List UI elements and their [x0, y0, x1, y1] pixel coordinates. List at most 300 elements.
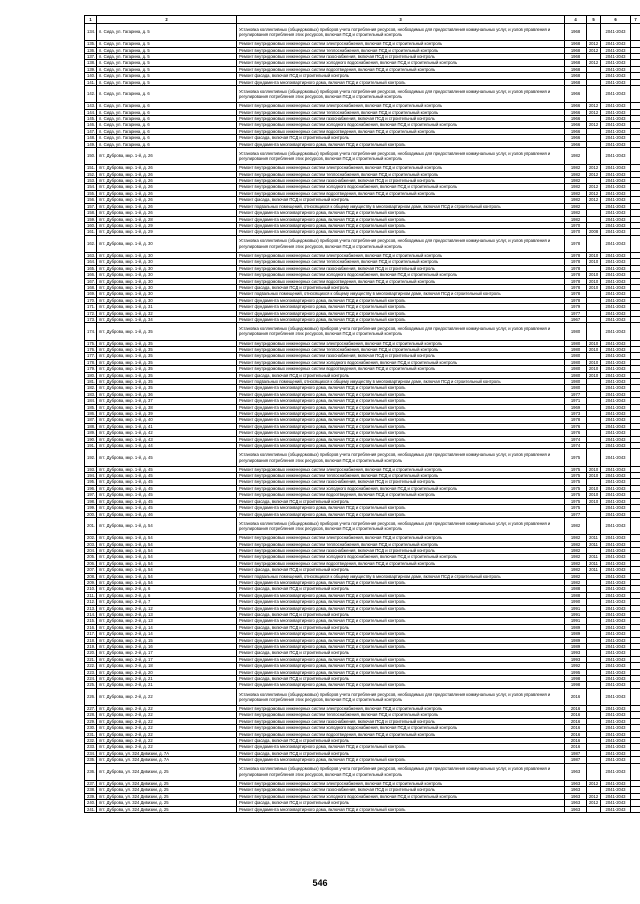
- cell-last-repair-year: 2011: [587, 541, 601, 547]
- cell-planned-period: 2041-2043: [601, 757, 631, 763]
- cell-address: пгт. Дуброва, ул. 324 Дивизии, д. 25: [97, 800, 237, 806]
- cell-build-year: 2016: [565, 738, 587, 744]
- cell-build-year: 1982: [565, 210, 587, 216]
- cell-build-year: 1982: [565, 573, 587, 579]
- repair-schedule-table: [84, 15, 640, 813]
- cell-build-year: 1975: [565, 466, 587, 472]
- cell-build-year: 1982: [565, 178, 587, 184]
- cell-work-type: Ремонт фасада, включая ПСД и строительный контроль: [237, 284, 565, 290]
- cell-planned-period: 2041-2043: [601, 479, 631, 485]
- cell-work-type: Ремонт внутридомовых инженерных систем теплоснабжения, включая ПСД и строительный контроль: [237, 541, 565, 547]
- cell-number: 153.: [85, 178, 97, 184]
- cell-number: 140.: [85, 73, 97, 79]
- cell-last-repair-year: 2010: [587, 498, 601, 504]
- cell-address: пгт. Дуброва, мкр. 1-й, д. 34: [97, 316, 237, 322]
- cell-number: 201.: [85, 517, 97, 534]
- cell-build-year: 1968: [565, 54, 587, 60]
- cell-planned-period: 2041-2043: [601, 449, 631, 466]
- cell-work-type: Ремонт внутридомовых инженерных систем холодного водоснабжения, включая ПСД и строительный контроль: [237, 554, 565, 560]
- cell-work-type: Ремонт фасада, включая ПСД и строительный контроль: [237, 135, 565, 141]
- cell-planned-period: 2041-2043: [601, 79, 631, 85]
- cell-build-year: 1980: [565, 359, 587, 365]
- cell-number: 149.: [85, 141, 97, 147]
- cell-number: 168.: [85, 284, 97, 290]
- cell-number: 194.: [85, 473, 97, 479]
- cell-work-type: Ремонт внутридомовых инженерных систем электроснабжения, включая ПСД и строительный контроль: [237, 340, 565, 346]
- cell-number: 203.: [85, 541, 97, 547]
- cell-work-type: Ремонт внутридомовых инженерных систем электроснабжения, включая ПСД и строительный контроль: [237, 535, 565, 541]
- cell-planned-period: 2041-2043: [601, 547, 631, 553]
- cell-number: 199.: [85, 505, 97, 511]
- cell-build-year: 1998: [565, 676, 587, 682]
- table-row: [85, 323, 640, 340]
- cell-planned-period: 2041-2043: [601, 669, 631, 675]
- cell-address: пгт. Дуброва, мкр. 1-й, д. 26: [97, 203, 237, 209]
- cell-build-year: 1968: [565, 66, 587, 72]
- cell-planned-period: 2041-2043: [601, 24, 631, 41]
- cell-address: пгт. Дуброва, мкр. 2-й, д. 22: [97, 725, 237, 731]
- cell-address: пгт. Дуброва, мкр. 1-й, д. 54: [97, 567, 237, 573]
- cell-last-repair-year: 2012: [587, 800, 601, 806]
- cell-work-type: Ремонт внутридомовых инженерных систем теплоснабжения, включая ПСД и строительный контроль: [237, 712, 565, 718]
- cell-address: пгт. Дуброва, мкр. 1-й, д. 30: [97, 297, 237, 303]
- cell-address: пгт. Дуброва, мкр. 1-й, д. 54: [97, 573, 237, 579]
- cell-planned-period: 2041-2043: [601, 586, 631, 592]
- cell-planned-period: 2041-2043: [601, 54, 631, 60]
- cell-planned-period: 2041-2043: [601, 806, 631, 812]
- cell-build-year: 1980: [565, 379, 587, 385]
- cell-work-type: Ремонт подвальных помещений, относящихся к общему имуществу в многоквартирном доме, включая ПСД и строительный контроль: [237, 573, 565, 579]
- cell-planned-period: 2041-2043: [601, 688, 631, 705]
- cell-work-type: Установка коллективных (общедомовых) приборов учета потребления ресурсов, необходимых для предоставления коммунальных услуг, и узлов управления и регулирования потребления этих ресурсов, включая ПСД и строительный контроль: [237, 763, 565, 780]
- cell-last-repair-year: 2010: [587, 272, 601, 278]
- cell-address: пгт. Дуброва, мкр. 2-й, д. 21: [97, 676, 237, 682]
- cell-number: 198.: [85, 498, 97, 504]
- cell-address: п. Сида, ул. Гагарина, д. 6: [97, 103, 237, 109]
- cell-number: 192.: [85, 449, 97, 466]
- cell-work-type: Ремонт фундамента многоквартирного дома, включая ПСД и строительный контроль: [237, 599, 565, 605]
- cell-work-type: Ремонт фундамента многоквартирного дома, включая ПСД и строительный контроль: [237, 423, 565, 429]
- cell-work-type: Ремонт фундамента многоквартирного дома, включая ПСД и строительный контроль: [237, 806, 565, 812]
- cell-work-type: Ремонт фундамента многоквартирного дома, включая ПСД и строительный контроль: [237, 436, 565, 442]
- cell-address: пгт. Дуброва, мкр. 1-й, д. 45: [97, 498, 237, 504]
- cell-planned-period: 2041-2043: [601, 541, 631, 547]
- cell-build-year: 1966: [565, 86, 587, 103]
- cell-build-year: 1970: [565, 229, 587, 235]
- cell-planned-period: 2041-2043: [601, 178, 631, 184]
- cell-number: 160.: [85, 222, 97, 228]
- cell-build-year: 1968: [565, 79, 587, 85]
- cell-work-type: Ремонт подвальных помещений, относящихся к общему имуществу в многоквартирном доме, включая ПСД и строительный контроль: [237, 291, 565, 297]
- cell-empty: [631, 86, 640, 103]
- cell-number: 146.: [85, 122, 97, 128]
- cell-build-year: 1963: [565, 793, 587, 799]
- cell-address: пгт. Дуброва, мкр. 2-й, д. 6: [97, 586, 237, 592]
- cell-address: пгт. Дуброва, мкр. 2-й, д. 17: [97, 656, 237, 662]
- cell-last-repair-year: 2012: [587, 171, 601, 177]
- cell-address: пгт. Дуброва, мкр. 1-й, д. 54: [97, 554, 237, 560]
- cell-build-year: 1963: [565, 800, 587, 806]
- cell-number: 173.: [85, 316, 97, 322]
- cell-planned-period: 2041-2043: [601, 624, 631, 630]
- cell-address: п. Сида, ул. Гагарина, д. 6: [97, 128, 237, 134]
- cell-address: пгт. Дуброва, мкр. 1-й, д. 29: [97, 229, 237, 235]
- cell-address: пгт. Дуброва, мкр. 1-й, д. 26: [97, 210, 237, 216]
- cell-number: 202.: [85, 535, 97, 541]
- cell-build-year: 1976: [565, 430, 587, 436]
- cell-address: пгт. Дуброва, мкр. 1-й, д. 54: [97, 579, 237, 585]
- cell-address: пгт. Дуброва, мкр. 1-й, д. 42: [97, 430, 237, 436]
- cell-planned-period: 2041-2043: [601, 265, 631, 271]
- cell-build-year: 2016: [565, 688, 587, 705]
- cell-last-repair-year: 2011: [587, 567, 601, 573]
- cell-number: 167.: [85, 278, 97, 284]
- cell-work-type: Ремонт фасада, включая ПСД и строительный контроль: [237, 372, 565, 378]
- cell-planned-period: 2041-2043: [601, 304, 631, 310]
- cell-work-type: Ремонт внутридомовых инженерных систем электроснабжения, включая ПСД и строительный контроль: [237, 780, 565, 786]
- cell-address: пгт. Дуброва, мкр. 2-й, д. 18: [97, 663, 237, 669]
- cell-last-repair-year: [587, 517, 601, 534]
- cell-build-year: 1963: [565, 780, 587, 786]
- cell-number: 147.: [85, 128, 97, 134]
- cell-planned-period: 2041-2043: [601, 291, 631, 297]
- header-col-6: 6: [601, 16, 631, 24]
- cell-build-year: 1987: [565, 750, 587, 756]
- cell-last-repair-year: [587, 763, 601, 780]
- cell-planned-period: 2041-2043: [601, 272, 631, 278]
- cell-number: 148.: [85, 135, 97, 141]
- cell-last-repair-year: [587, 806, 601, 812]
- cell-work-type: Ремонт внутридомовых инженерных систем водоотведения, включая ПСД и строительный контроль: [237, 66, 565, 72]
- cell-build-year: 1982: [565, 171, 587, 177]
- cell-planned-period: 2041-2043: [601, 706, 631, 712]
- cell-last-repair-year: [587, 148, 601, 165]
- table-row: [85, 763, 640, 780]
- cell-planned-period: 2041-2043: [601, 385, 631, 391]
- cell-empty: [631, 806, 640, 812]
- cell-work-type: Ремонт фасада, включая ПСД и строительный контроль: [237, 800, 565, 806]
- cell-build-year: 1978: [565, 278, 587, 284]
- cell-number: 241.: [85, 806, 97, 812]
- table-row: [85, 148, 640, 165]
- cell-address: п. Сида, ул. Гагарина, д. 5: [97, 60, 237, 66]
- cell-work-type: Ремонт фасада, включая ПСД и строительный контроль: [237, 624, 565, 630]
- cell-address: пгт. Дуброва, мкр. 1-й, д. 35: [97, 385, 237, 391]
- cell-build-year: 2016: [565, 744, 587, 750]
- cell-planned-period: 2041-2043: [601, 235, 631, 252]
- cell-work-type: Ремонт фундамента многоквартирного дома, включая ПСД и строительный контроль: [237, 669, 565, 675]
- cell-planned-period: 2041-2043: [601, 417, 631, 423]
- table-row: [85, 806, 640, 812]
- cell-number: 186.: [85, 411, 97, 417]
- cell-work-type: Ремонт внутридомовых инженерных систем газоснабжения, включая ПСД и строительный контроль: [237, 718, 565, 724]
- cell-work-type: Ремонт фундамента многоквартирного дома, включая ПСД и строительный контроль: [237, 744, 565, 750]
- cell-address: пгт. Дуброва, мкр. 2-й, д. 13: [97, 618, 237, 624]
- cell-number: 218.: [85, 637, 97, 643]
- document-page: [84, 15, 640, 813]
- cell-work-type: Ремонт внутридомовых инженерных систем холодного водоснабжения, включая ПСД и строительный контроль: [237, 184, 565, 190]
- cell-planned-period: 2041-2043: [601, 391, 631, 397]
- cell-work-type: Ремонт фундамента многоквартирного дома, включая ПСД и строительный контроль: [237, 297, 565, 303]
- cell-work-type: Ремонт подвальных помещений, относящихся к общему имуществу в многоквартирном доме, включая ПСД и строительный контроль: [237, 203, 565, 209]
- table-row: [85, 24, 640, 41]
- cell-address: пгт. Дуброва, мкр. 2-й, д. 15: [97, 637, 237, 643]
- cell-address: пгт. Дуброва, ул. 324 Дивизии, д. 7А: [97, 750, 237, 756]
- cell-build-year: 1982: [565, 541, 587, 547]
- cell-last-repair-year: 2010: [587, 492, 601, 498]
- cell-planned-period: 2041-2043: [601, 259, 631, 265]
- cell-work-type: Ремонт фундамента многоквартирного дома, включая ПСД и строительный контроль: [237, 79, 565, 85]
- cell-address: пгт. Дуброва, мкр. 1-й, д. 45: [97, 449, 237, 466]
- cell-address: пгт. Дуброва, мкр. 1-й, д. 30: [97, 284, 237, 290]
- cell-empty: [631, 763, 640, 780]
- cell-work-type: Ремонт фундамента многоквартирного дома, включая ПСД и строительный контроль: [237, 631, 565, 637]
- cell-address: пгт. Дуброва, мкр. 1-й, д. 30: [97, 291, 237, 297]
- cell-build-year: 1982: [565, 560, 587, 566]
- cell-number: 157.: [85, 203, 97, 209]
- cell-build-year: 1975: [565, 485, 587, 491]
- cell-number: 217.: [85, 631, 97, 637]
- cell-last-repair-year: 2010: [587, 252, 601, 258]
- cell-planned-period: 2041-2043: [601, 517, 631, 534]
- cell-address: пгт. Дуброва, мкр. 1-й, д. 26: [97, 148, 237, 165]
- cell-planned-period: 2041-2043: [601, 473, 631, 479]
- cell-build-year: 1978: [565, 272, 587, 278]
- cell-work-type: Ремонт фундамента многоквартирного дома, включая ПСД и строительный контроль: [237, 656, 565, 662]
- cell-address: пгт. Дуброва, мкр. 1-й, д. 30: [97, 235, 237, 252]
- table-row: [85, 86, 640, 103]
- cell-work-type: Ремонт фундамента многоквартирного дома, включая ПСД и строительный контроль: [237, 304, 565, 310]
- cell-number: 227.: [85, 706, 97, 712]
- cell-number: 204.: [85, 547, 97, 553]
- table-row: [85, 235, 640, 252]
- cell-planned-period: 2041-2043: [601, 128, 631, 134]
- cell-build-year: 1975: [565, 492, 587, 498]
- cell-number: 190.: [85, 436, 97, 442]
- cell-work-type: Ремонт фундамента многоквартирного дома, включая ПСД и строительный контроль: [237, 411, 565, 417]
- cell-last-repair-year: [587, 449, 601, 466]
- cell-work-type: Ремонт фундамента многоквартирного дома, включая ПСД и строительный контроль: [237, 637, 565, 643]
- cell-build-year: 1980: [565, 353, 587, 359]
- cell-last-repair-year: 2010: [587, 485, 601, 491]
- cell-address: пгт. Дуброва, мкр. 1-й, д. 30: [97, 259, 237, 265]
- cell-work-type: Ремонт внутридомовых инженерных систем электроснабжения, включая ПСД и строительный контроль: [237, 41, 565, 47]
- cell-work-type: Ремонт фасада, включая ПСД и строительный контроль: [237, 750, 565, 756]
- cell-last-repair-year: 2008: [587, 229, 601, 235]
- cell-work-type: Ремонт фундамента многоквартирного дома, включая ПСД и строительный контроль: [237, 417, 565, 423]
- cell-number: 195.: [85, 479, 97, 485]
- cell-work-type: Ремонт фундамента многоквартирного дома, включая ПСД и строительный контроль: [237, 141, 565, 147]
- cell-work-type: Ремонт фундамента многоквартирного дома, включая ПСД и строительный контроль: [237, 404, 565, 410]
- cell-last-repair-year: 2012: [587, 184, 601, 190]
- cell-address: пгт. Дуброва, мкр. 1-й, д. 35: [97, 372, 237, 378]
- cell-address: п. Сида, ул. Гагарина, д. 6: [97, 141, 237, 147]
- cell-build-year: 1978: [565, 265, 587, 271]
- cell-build-year: 1988: [565, 586, 587, 592]
- cell-planned-period: 2041-2043: [601, 599, 631, 605]
- cell-address: пгт. Дуброва, мкр. 2-й, д. 14: [97, 624, 237, 630]
- table-row: [85, 449, 640, 466]
- cell-number: 152.: [85, 171, 97, 177]
- cell-address: пгт. Дуброва, мкр. 2-й, д. 22: [97, 688, 237, 705]
- cell-work-type: Ремонт фундамента многоквартирного дома, включая ПСД и строительный контроль: [237, 310, 565, 316]
- cell-last-repair-year: [587, 323, 601, 340]
- cell-work-type: Ремонт фундамента многоквартирного дома, включая ПСД и строительный контроль: [237, 443, 565, 449]
- cell-address: п. Сида, ул. Гагарина, д. 5: [97, 54, 237, 60]
- cell-build-year: 2016: [565, 712, 587, 718]
- table-row: [85, 517, 640, 534]
- cell-address: пгт. Дуброва, мкр. 1-й, д. 26: [97, 165, 237, 171]
- cell-planned-period: 2041-2043: [601, 184, 631, 190]
- cell-planned-period: 2041-2043: [601, 216, 631, 222]
- header-col-3: 3: [237, 16, 565, 24]
- cell-number: 191.: [85, 443, 97, 449]
- cell-work-type: Ремонт фасада, включая ПСД и строительный контроль: [237, 197, 565, 203]
- cell-address: п. Сида, ул. Гагарина, д. 6: [97, 122, 237, 128]
- cell-build-year: 1976: [565, 423, 587, 429]
- cell-empty: [631, 323, 640, 340]
- cell-address: пгт. Дуброва, мкр. 2-й, д. 12: [97, 605, 237, 611]
- cell-planned-period: 2041-2043: [601, 379, 631, 385]
- cell-planned-period: 2041-2043: [601, 353, 631, 359]
- cell-number: 136.: [85, 47, 97, 53]
- cell-number: 155.: [85, 190, 97, 196]
- cell-planned-period: 2041-2043: [601, 135, 631, 141]
- cell-last-repair-year: [587, 688, 601, 705]
- cell-address: пгт. Дуброва, мкр. 1-й, д. 26: [97, 190, 237, 196]
- cell-build-year: 1978: [565, 297, 587, 303]
- cell-planned-period: 2041-2043: [601, 485, 631, 491]
- cell-build-year: 1982: [565, 579, 587, 585]
- cell-planned-period: 2041-2043: [601, 278, 631, 284]
- cell-work-type: Ремонт внутридомовых инженерных систем водоотведения, включая ПСД и строительный контроль: [237, 492, 565, 498]
- cell-planned-period: 2041-2043: [601, 423, 631, 429]
- cell-planned-period: 2041-2043: [601, 592, 631, 598]
- cell-work-type: Ремонт внутридомовых инженерных систем теплоснабжения, включая ПСД и строительный контроль: [237, 109, 565, 115]
- cell-number: 150.: [85, 148, 97, 165]
- cell-build-year: 1982: [565, 535, 587, 541]
- cell-work-type: Ремонт фасада, включая ПСД и строительный контроль: [237, 738, 565, 744]
- cell-number: 142.: [85, 86, 97, 103]
- cell-address: пгт. Дуброва, мкр. 1-й, д. 26: [97, 184, 237, 190]
- cell-address: пгт. Дуброва, ул. 324 Дивизии, д. 25: [97, 787, 237, 793]
- cell-number: 222.: [85, 663, 97, 669]
- cell-number: 143.: [85, 103, 97, 109]
- cell-address: пгт. Дуброва, мкр. 1-й, д. 26: [97, 171, 237, 177]
- cell-number: 234.: [85, 750, 97, 756]
- cell-work-type: Ремонт внутридомовых инженерных систем теплоснабжения, включая ПСД и строительный контроль: [237, 171, 565, 177]
- cell-planned-period: 2041-2043: [601, 340, 631, 346]
- cell-address: пгт. Дуброва, мкр. 1-й, д. 45: [97, 492, 237, 498]
- cell-build-year: 1989: [565, 644, 587, 650]
- cell-work-type: Ремонт фасада, включая ПСД и строительный контроль: [237, 650, 565, 656]
- cell-build-year: 1967: [565, 316, 587, 322]
- cell-planned-period: 2041-2043: [601, 148, 631, 165]
- cell-address: пгт. Дуброва, мкр. 1-й, д. 35: [97, 353, 237, 359]
- cell-planned-period: 2041-2043: [601, 165, 631, 171]
- cell-address: пгт. Дуброва, мкр. 1-й, д. 45: [97, 466, 237, 472]
- cell-build-year: 1966: [565, 116, 587, 122]
- cell-build-year: 1973: [565, 411, 587, 417]
- cell-address: п. Сида, ул. Гагарина, д. 5: [97, 47, 237, 53]
- header-row: [85, 16, 640, 24]
- cell-number: 184.: [85, 398, 97, 404]
- cell-number: 158.: [85, 210, 97, 216]
- cell-planned-period: 2041-2043: [601, 229, 631, 235]
- cell-work-type: Ремонт фундамента многоквартирного дома, включая ПСД и строительный контроль: [237, 605, 565, 611]
- cell-build-year: 1980: [565, 340, 587, 346]
- cell-work-type: Ремонт фундамента многоквартирного дома, включая ПСД и строительный контроль: [237, 216, 565, 222]
- cell-build-year: 1970: [565, 222, 587, 228]
- cell-number: 166.: [85, 272, 97, 278]
- cell-work-type: Ремонт внутридомовых инженерных систем водоотведения, включая ПСД и строительный контроль: [237, 278, 565, 284]
- cell-build-year: 1978: [565, 291, 587, 297]
- cell-last-repair-year: 2012: [587, 47, 601, 53]
- cell-address: пгт. Дуброва, мкр. 2-й, д. 22: [97, 731, 237, 737]
- cell-build-year: 1968: [565, 60, 587, 66]
- cell-work-type: Ремонт внутридомовых инженерных систем холодного водоснабжения, включая ПСД и строительный контроль: [237, 359, 565, 365]
- cell-number: 176.: [85, 346, 97, 352]
- cell-build-year: 1982: [565, 148, 587, 165]
- cell-number: 219.: [85, 644, 97, 650]
- cell-number: 197.: [85, 492, 97, 498]
- cell-address: пгт. Дуброва, мкр. 1-й, д. 31: [97, 304, 237, 310]
- cell-work-type: Ремонт фундамента многоквартирного дома, включая ПСД и строительный контроль: [237, 391, 565, 397]
- cell-planned-period: 2041-2043: [601, 511, 631, 517]
- cell-planned-period: 2041-2043: [601, 73, 631, 79]
- cell-planned-period: 2041-2043: [601, 663, 631, 669]
- cell-number: 226.: [85, 688, 97, 705]
- cell-planned-period: 2041-2043: [601, 554, 631, 560]
- cell-number: 163.: [85, 252, 97, 258]
- cell-build-year: 1980: [565, 323, 587, 340]
- cell-number: 229.: [85, 718, 97, 724]
- cell-address: п. Сида, ул. Гагарина, д. 6: [97, 109, 237, 115]
- cell-planned-period: 2041-2043: [601, 656, 631, 662]
- cell-empty: [631, 148, 640, 165]
- cell-planned-period: 2041-2043: [601, 109, 631, 115]
- cell-address: пгт. Дуброва, мкр. 1-й, д. 35: [97, 379, 237, 385]
- cell-address: пгт. Дуброва, мкр. 1-й, д. 43: [97, 436, 237, 442]
- cell-number: 205.: [85, 554, 97, 560]
- cell-work-type: Ремонт фундамента многоквартирного дома, включая ПСД и строительный контроль: [237, 592, 565, 598]
- cell-build-year: 1980: [565, 372, 587, 378]
- cell-build-year: 1966: [565, 109, 587, 115]
- cell-build-year: 1982: [565, 554, 587, 560]
- cell-planned-period: 2041-2043: [601, 738, 631, 744]
- cell-address: пгт. Дуброва, мкр. 1-й, д. 30: [97, 278, 237, 284]
- cell-work-type: Ремонт внутридомовых инженерных систем теплоснабжения, включая ПСД и строительный контроль: [237, 47, 565, 53]
- cell-last-repair-year: [587, 24, 601, 41]
- cell-number: 207.: [85, 567, 97, 573]
- cell-work-type: Ремонт внутридомовых инженерных систем водоотведения, включая ПСД и строительный контроль: [237, 366, 565, 372]
- cell-planned-period: 2041-2043: [601, 744, 631, 750]
- cell-planned-period: 2041-2043: [601, 116, 631, 122]
- cell-last-repair-year: 2010: [587, 366, 601, 372]
- cell-address: п. Сида, ул. Гагарина, д. 6: [97, 116, 237, 122]
- cell-build-year: 1974: [565, 443, 587, 449]
- cell-planned-period: 2041-2043: [601, 712, 631, 718]
- cell-work-type: Ремонт внутридомовых инженерных систем газоснабжения, включая ПСД и строительный контроль: [237, 353, 565, 359]
- cell-address: пгт. Дуброва, мкр. 1-й, д. 30: [97, 272, 237, 278]
- table-body: [85, 24, 640, 813]
- cell-planned-period: 2041-2043: [601, 780, 631, 786]
- cell-planned-period: 2041-2043: [601, 725, 631, 731]
- cell-build-year: 1978: [565, 284, 587, 290]
- cell-address: пгт. Дуброва, мкр. 2-й, д. 22: [97, 744, 237, 750]
- cell-address: пгт. Дуброва, мкр. 1-й, д. 26: [97, 178, 237, 184]
- cell-work-type: Установка коллективных (общедомовых) приборов учета потребления ресурсов, необходимых для предоставления коммунальных услуг, и узлов управления и регулирования потребления этих ресурсов, включая ПСД и строительный контроль: [237, 148, 565, 165]
